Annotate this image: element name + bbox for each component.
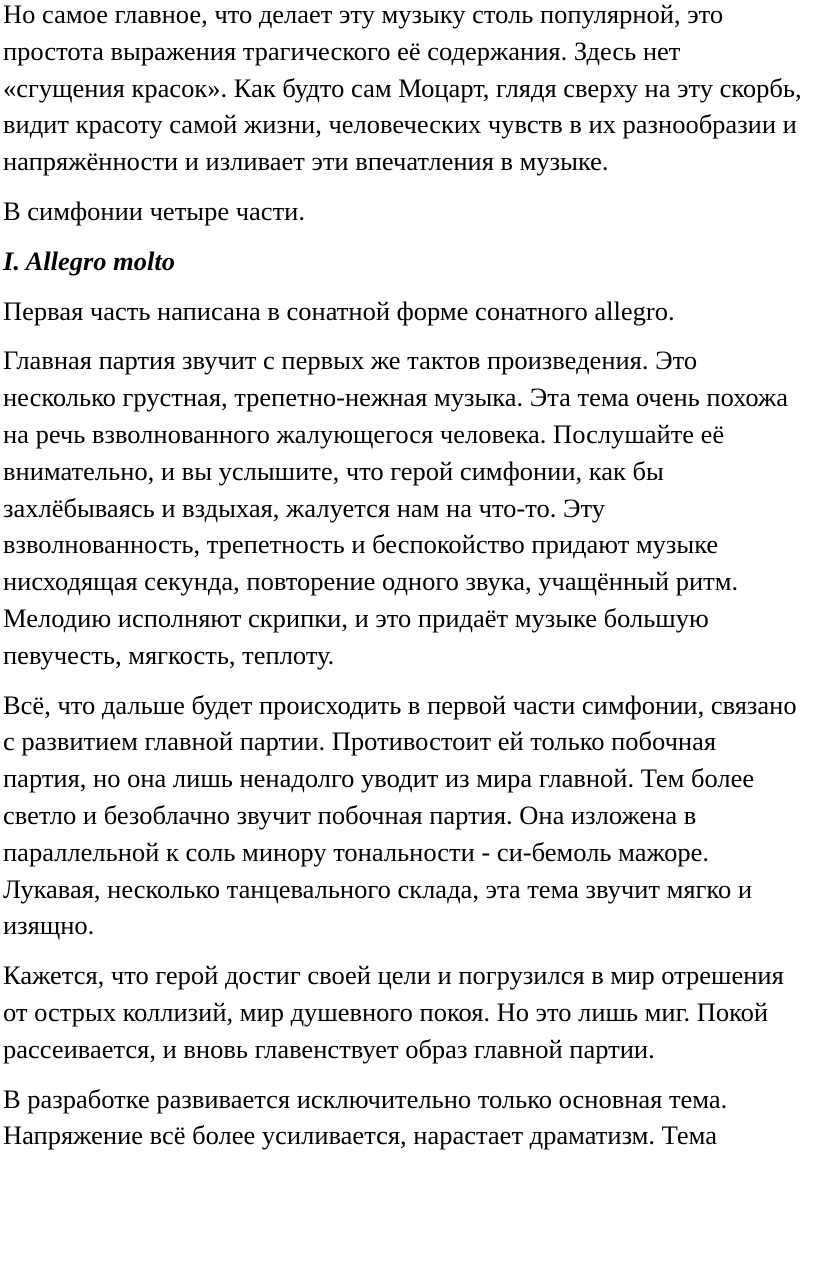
calm-paragraph: Кажется, что герой достиг своей цели и погрузился в мир отрешения от острых коллизий, мир душевного покоя. Но это лишь миг. Покой рассеивается, и вновь главенствует образ главной партии. [3, 960, 784, 1064]
main-theme-paragraph: Главная партия звучит с первых же тактов произведения. Это несколько грустная, трепетно-нежная музыка. Эта тема очень похожа на речь взволнованного жалующегося человека. Послушайте её внимательно, и вы услышите, что герой симфонии, как бы захлёбываясь и вздыхая, жалуется нам на что-то. Эту взволнованность, трепетность и беспокойство придают музыке нисходящая секунда, повторение одного звука, учащённый ритм. Мелодию исполняют скрипки, и это придаёт музыке большую певучесть, мягкость, теплоту. [3, 345, 789, 670]
secondary-theme-paragraph: Всё, что дальше будет происходить в первой части симфонии, связано с развитием главной партии. Противостоит ей только побочная партия, но она лишь ненадолго уводит из мира главной. Тем более светло и безоблачно звучит побочная партия. Она изложена в параллельной к соль минору тональности - си-бемоль мажоре. Лукавая, несколько танцевального склада, эта тема звучит мягко и изящно. [3, 689, 797, 941]
parts-count-paragraph: В симфонии четыре части. [3, 195, 305, 226]
form-paragraph: Первая часть написана в сонатной форме сонатного allegro. [3, 295, 675, 326]
development-paragraph: В разработке развивается исключительно только основная тема. Напряжение всё более усиливается, нарастает драматизм. Тема [3, 1083, 728, 1151]
intro-paragraph: Но самое главное, что делает эту музыку столь популярной, это простота выражения трагического её содержания. Здесь нет «сгущения красок». Как будто сам Моцарт, глядя сверху на эту скорбь, видит красоту самой жизни, человеческих чувств в их разнообразии и напряжённости и изливает эти впечатления в музыке. [3, 0, 802, 177]
section-heading: I. Allegro molto [3, 245, 176, 276]
